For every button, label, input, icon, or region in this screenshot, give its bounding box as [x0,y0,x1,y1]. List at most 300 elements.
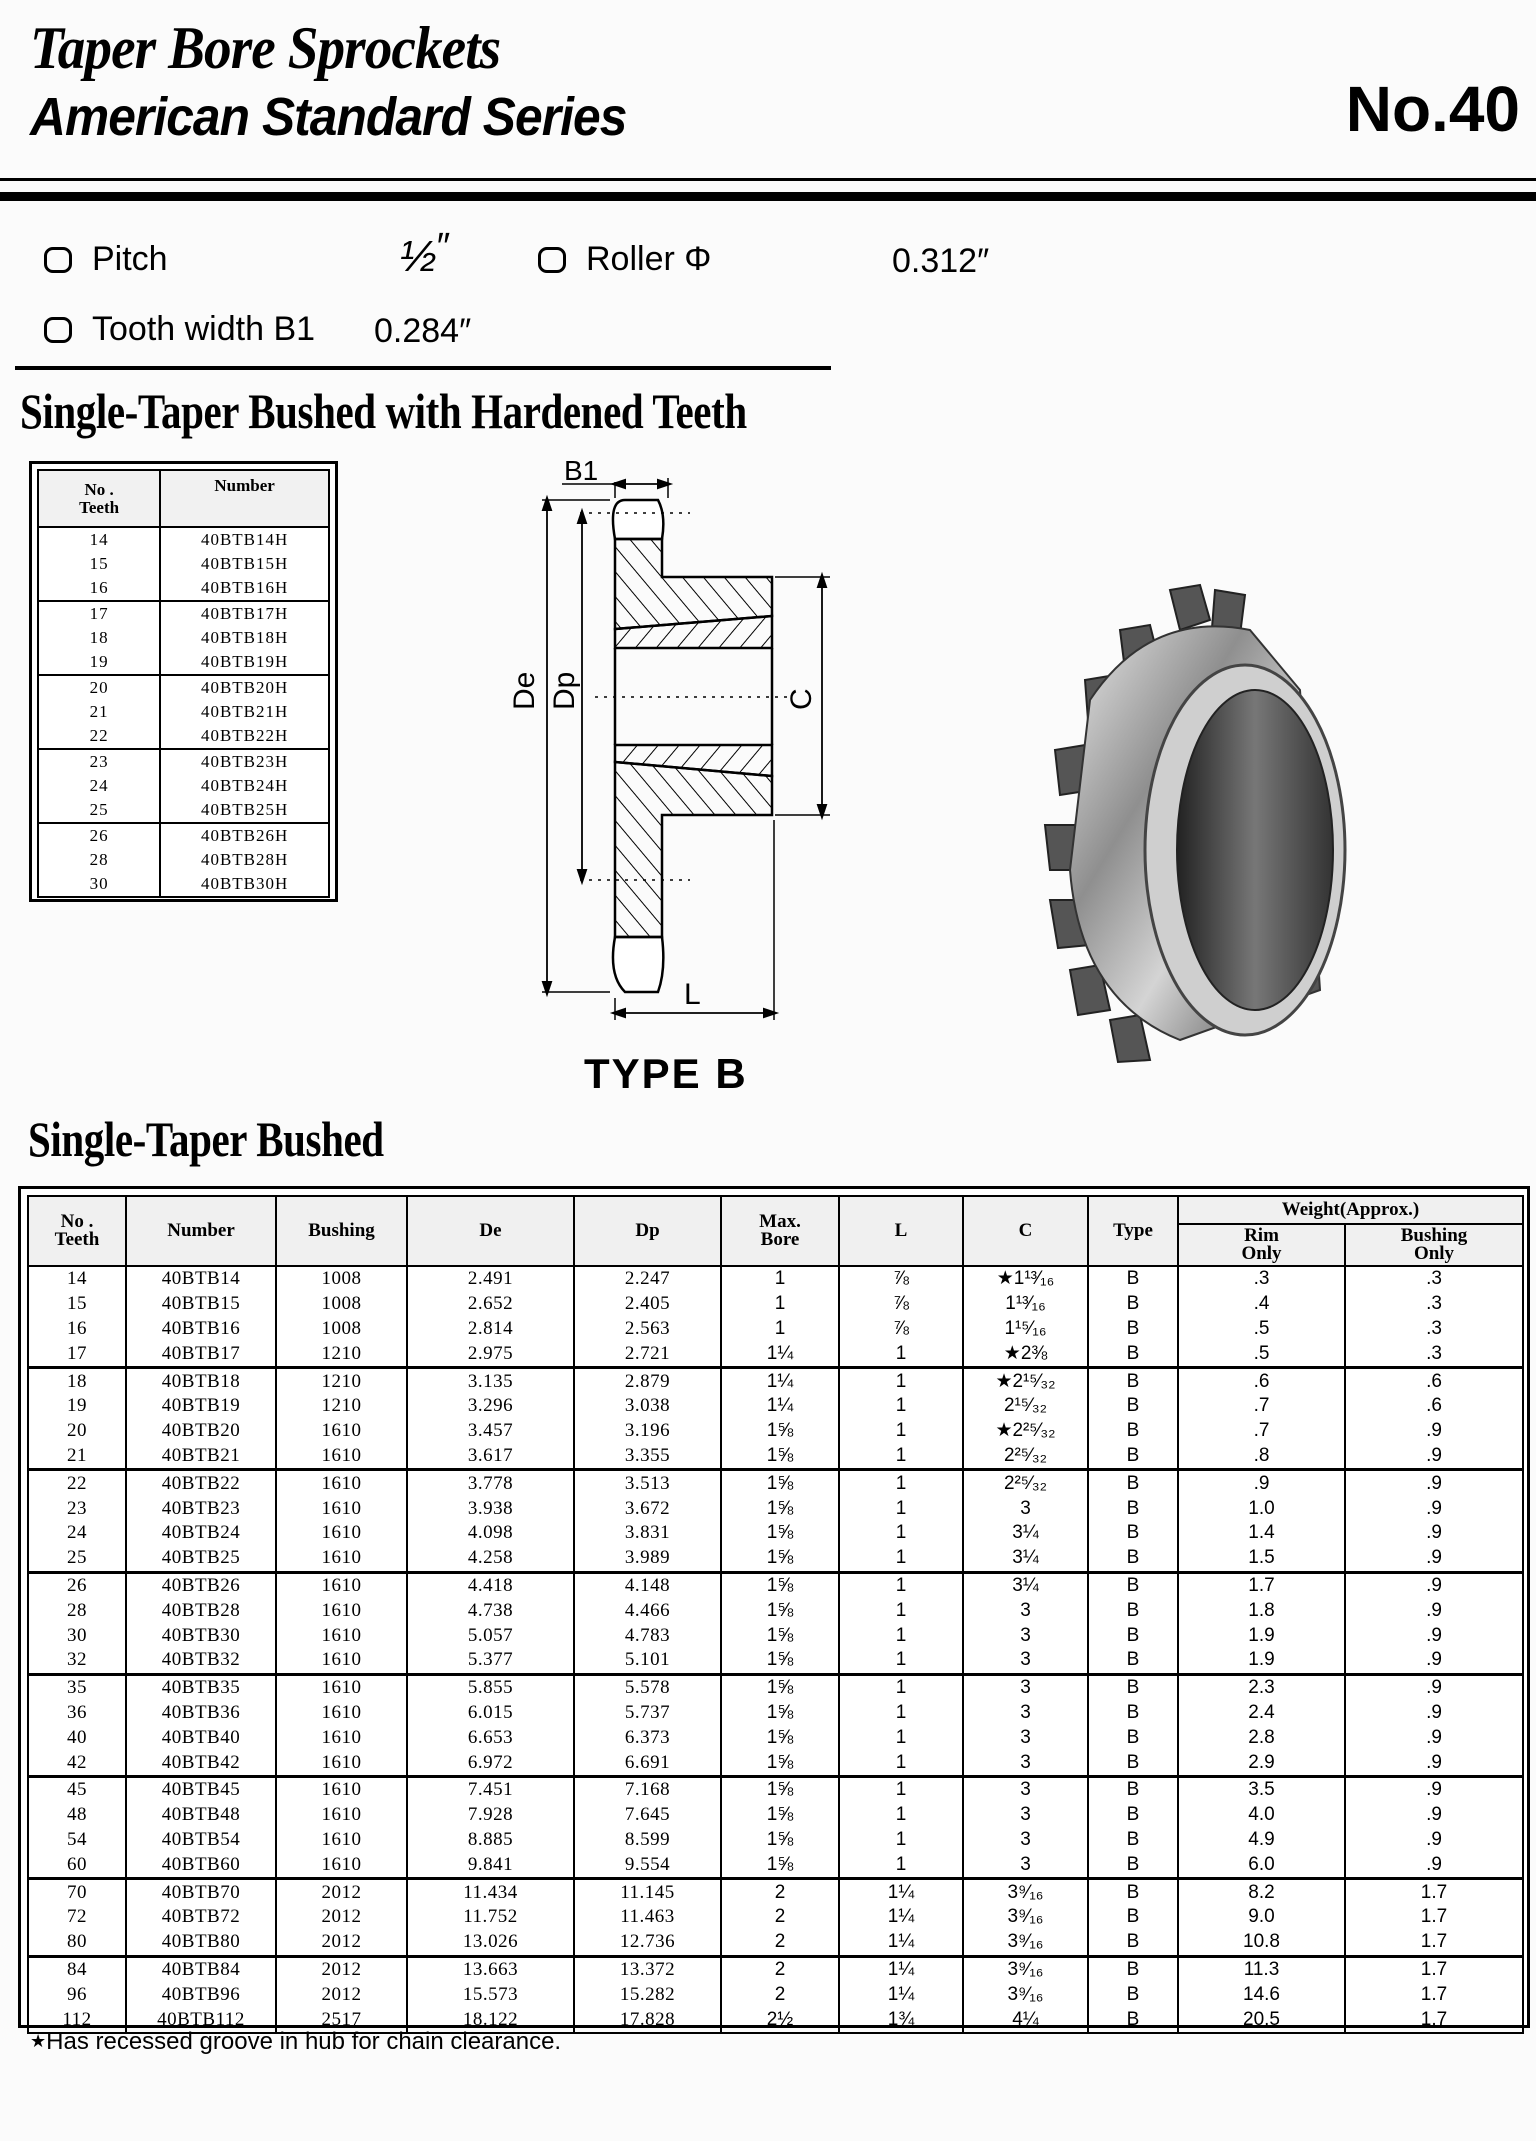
cell-de: 13.026 [407,1930,574,1956]
table-row [38,576,329,601]
cell-teeth: 32 [28,1648,126,1674]
cell-type: B [1088,1956,1178,1982]
cell-bushing: 1610 [276,1674,407,1700]
cell-max-bore: 2 [721,1879,839,1905]
spec-pitch [44,240,168,279]
cell-l: 1 [839,1394,963,1419]
cell-bushing-weight: .9 [1345,1419,1523,1444]
cell-type: B [1088,1266,1178,1292]
cell-number: 40BTB14 [126,1266,276,1292]
cell-dp: 3.038 [574,1394,721,1419]
cell-bushing-weight: .9 [1345,1521,1523,1546]
cell-max-bore: 2½ [721,2007,839,2033]
cell-rim-weight: 4.0 [1178,1803,1345,1828]
table-row [28,1803,1523,1828]
cell-rim-weight: 10.8 [1178,1930,1345,1956]
cell-number: 40BTB48 [126,1803,276,1828]
cell-teeth: 21 [28,1444,126,1470]
cell-bushing: 2012 [276,1956,407,1982]
table-row [28,1546,1523,1572]
cell-bushing: 1210 [276,1341,407,1367]
cell-bushing: 2012 [276,1982,407,2007]
cell-bushing-weight: 1.7 [1345,1879,1523,1905]
cell-dp: 3.355 [574,1444,721,1470]
cell-l: 1 [839,1444,963,1470]
cell-de: 2.491 [407,1266,574,1292]
cell-teeth: 25 [38,798,160,823]
cell-de: 13.663 [407,1956,574,1982]
cell-number: 40BTB21 [126,1444,276,1470]
cell-c: 3 [963,1496,1088,1521]
cell-de: 4.418 [407,1572,574,1598]
star-icon: ★ [996,1268,1014,1290]
cell-dp: 2.247 [574,1266,721,1292]
cell-teeth: 19 [28,1394,126,1419]
cell-rim-weight: 1.5 [1178,1546,1345,1572]
cell-number: 40BTB24 [126,1521,276,1546]
cell-l: ⅞ [839,1292,963,1317]
cell-c: 3 [963,1776,1088,1802]
cell-l: 1 [839,1623,963,1648]
table-row [28,1394,1523,1419]
star-icon: ★ [30,2031,47,2051]
col-header-rim-only: Rim Only [1178,1224,1345,1266]
cell-type: B [1088,1292,1178,1317]
header-divider-thick [0,192,1536,201]
bushed-table [27,1195,1524,2034]
cell-teeth: 19 [38,650,160,675]
cell-number: 40BTB24H [160,774,329,798]
col-header-dp: Dp [574,1196,721,1266]
cell-rim-weight: 9.0 [1178,1905,1345,1930]
cell-number: 40BTB96 [126,1982,276,2007]
hardened-table-frame [29,461,338,902]
cell-max-bore: 1 [721,1292,839,1317]
table-row [28,1674,1523,1700]
cell-bushing: 1008 [276,1266,407,1292]
cell-bushing: 1008 [276,1317,407,1342]
cell-l: 1 [839,1803,963,1828]
cell-de: 11.434 [407,1879,574,1905]
cell-type: B [1088,1444,1178,1470]
table-row [28,1623,1523,1648]
cell-c: 3 [963,1648,1088,1674]
cell-de: 8.885 [407,1828,574,1853]
cell-number: 40BTB36 [126,1701,276,1726]
cell-de: 3.135 [407,1368,574,1394]
table-row [38,823,329,848]
table-row [38,700,329,724]
cell-bushing: 1610 [276,1725,407,1750]
cell-number: 40BTB19H [160,650,329,675]
cell-de: 6.972 [407,1750,574,1776]
cell-number: 40BTB112 [126,2007,276,2033]
cell-type: B [1088,1341,1178,1367]
cell-c: 3⁹⁄₁₆ [963,1879,1088,1905]
cell-teeth: 16 [38,576,160,601]
cell-l: 1 [839,1521,963,1546]
cell-max-bore: 1⅝ [721,1598,839,1623]
cell-bushing-weight: .6 [1345,1394,1523,1419]
cell-bushing: 1610 [276,1419,407,1444]
cell-max-bore: 1⅝ [721,1546,839,1572]
table-row [38,774,329,798]
cell-de: 2.652 [407,1292,574,1317]
cell-max-bore: 1⅝ [721,1419,839,1444]
cell-bushing: 1610 [276,1648,407,1674]
cell-max-bore: 1⅝ [721,1496,839,1521]
col-header-bushing: Bushing [276,1196,407,1266]
table-row [28,1879,1523,1905]
cell-number: 40BTB25H [160,798,329,823]
cell-c: 2¹⁵⁄₃₂ [963,1394,1088,1419]
table-row [28,1828,1523,1853]
cell-number: 40BTB54 [126,1828,276,1853]
cell-rim-weight: .5 [1178,1317,1345,1342]
cell-dp: 3.513 [574,1470,721,1496]
cell-max-bore: 1⅝ [721,1648,839,1674]
cell-c: 3¼ [963,1546,1088,1572]
cell-l: 1 [839,1496,963,1521]
cell-teeth: 15 [38,552,160,576]
cell-type: B [1088,1648,1178,1674]
cell-l: 1 [839,1725,963,1750]
cell-teeth: 18 [28,1368,126,1394]
table-row [38,650,329,675]
cell-c: 3 [963,1828,1088,1853]
cell-rim-weight: 1.8 [1178,1598,1345,1623]
cell-max-bore: 1¼ [721,1341,839,1367]
cell-dp: 7.645 [574,1803,721,1828]
cell-de: 4.258 [407,1546,574,1572]
cell-rim-weight: 2.4 [1178,1701,1345,1726]
hardened-heading: Single-Taper Bushed with Hardened Teeth [20,383,747,439]
cell-dp: 5.578 [574,1674,721,1700]
cell-c: 3¼ [963,1521,1088,1546]
sprocket-cross-section-diagram [500,460,840,1020]
cell-bushing: 1210 [276,1394,407,1419]
table-row [28,1776,1523,1802]
cell-dp: 3.989 [574,1546,721,1572]
cell-number: 40BTB20 [126,1419,276,1444]
hardened-table-body [38,527,329,897]
cell-teeth: 96 [28,1982,126,2007]
star-icon: ★ [995,1420,1013,1442]
sprocket-product-image [1000,570,1360,1070]
cell-rim-weight: 1.7 [1178,1572,1345,1598]
cell-number: 40BTB60 [126,1852,276,1878]
cell-l: 1 [839,1546,963,1572]
svg-text:L: L [684,978,701,1011]
table-row [38,675,329,700]
cell-l: 1 [839,1701,963,1726]
spec-roller-label: Roller Φ [586,240,712,278]
cell-bushing: 1210 [276,1368,407,1394]
cell-number: 40BTB17 [126,1341,276,1367]
cell-type: B [1088,1470,1178,1496]
cell-dp: 11.145 [574,1879,721,1905]
cell-de: 6.653 [407,1725,574,1750]
cell-de: 3.457 [407,1419,574,1444]
cell-de: 7.928 [407,1803,574,1828]
cell-c: 3 [963,1750,1088,1776]
cell-teeth: 18 [38,626,160,650]
cell-dp: 17.828 [574,2007,721,2033]
table-row [38,724,329,749]
cell-rim-weight: 1.0 [1178,1496,1345,1521]
cell-max-bore: 2 [721,1905,839,1930]
cell-number: 40BTB23 [126,1496,276,1521]
cell-number: 40BTB25 [126,1546,276,1572]
cell-teeth: 14 [38,527,160,552]
cell-teeth: 17 [38,601,160,626]
cell-teeth: 40 [28,1725,126,1750]
cell-c: 3⁹⁄₁₆ [963,1905,1088,1930]
cell-de: 3.296 [407,1394,574,1419]
cell-type: B [1088,1496,1178,1521]
cell-de: 18.122 [407,2007,574,2033]
cell-bushing: 1610 [276,1803,407,1828]
cell-number: 40BTB30H [160,872,329,897]
cell-bushing-weight: .9 [1345,1852,1523,1878]
cell-number: 40BTB16H [160,576,329,601]
cell-type: B [1088,2007,1178,2033]
cell-number: 40BTB72 [126,1905,276,1930]
cell-teeth: 30 [28,1623,126,1648]
table-row [28,1470,1523,1496]
cell-dp: 6.691 [574,1750,721,1776]
cell-bushing: 1610 [276,1598,407,1623]
col-header-teeth: No . Teeth [38,470,160,527]
svg-text:B1: B1 [564,460,599,486]
col-header-bushing-only: Bushing Only [1345,1224,1523,1266]
diagram-caption: TYPE B [584,1050,748,1097]
cell-max-bore: 1⅝ [721,1521,839,1546]
cell-c: 3 [963,1725,1088,1750]
cell-dp: 9.554 [574,1852,721,1878]
cell-max-bore: 1⅝ [721,1444,839,1470]
table-row [28,1521,1523,1546]
cell-teeth: 28 [38,848,160,872]
cell-type: B [1088,1776,1178,1802]
cell-bushing-weight: .9 [1345,1598,1523,1623]
cell-teeth: 15 [28,1292,126,1317]
svg-text:De: De [508,671,541,710]
cell-l: ⅞ [839,1266,963,1292]
cell-l: 1 [839,1419,963,1444]
cell-dp: 12.736 [574,1930,721,1956]
cell-teeth: 26 [38,823,160,848]
cell-bushing-weight: .3 [1345,1341,1523,1367]
cell-number: 40BTB80 [126,1930,276,1956]
cell-bushing: 2012 [276,1879,407,1905]
spec-tooth-width [44,310,315,349]
page-subtitle: American Standard Series [30,87,627,147]
cell-bushing-weight: .9 [1345,1701,1523,1726]
cell-max-bore: 1⅝ [721,1623,839,1648]
cell-bushing-weight: .3 [1345,1292,1523,1317]
cell-de: 9.841 [407,1852,574,1878]
footnote-text: Has recessed groove in hub for chain clearance. [46,2028,562,2055]
cell-l: 1 [839,1750,963,1776]
cell-number: 40BTB20H [160,675,329,700]
cell-number: 40BTB23H [160,749,329,774]
cell-max-bore: 2 [721,1930,839,1956]
cell-rim-weight: .6 [1178,1368,1345,1394]
cell-type: B [1088,1982,1178,2007]
cell-max-bore: 1⅝ [721,1470,839,1496]
cell-teeth: 80 [28,1930,126,1956]
table-row [28,1598,1523,1623]
col-header-number: Number [160,470,329,527]
cell-number: 40BTB18 [126,1368,276,1394]
cell-type: B [1088,1546,1178,1572]
cell-c: 3 [963,1803,1088,1828]
cell-rim-weight: 1.9 [1178,1623,1345,1648]
cell-c: 2²⁵⁄₃₂ [963,1470,1088,1496]
table-row [28,1496,1523,1521]
cell-c: ★2²⁵⁄₃₂ [963,1419,1088,1444]
cell-teeth: 22 [38,724,160,749]
cell-c: 4¼ [963,2007,1088,2033]
cell-bushing: 1610 [276,1470,407,1496]
cell-bushing-weight: 1.7 [1345,1905,1523,1930]
cell-c: 3 [963,1852,1088,1878]
cell-number: 40BTB45 [126,1776,276,1802]
spec-tooth-width-label: Tooth width B1 [92,310,316,348]
cell-number: 40BTB70 [126,1879,276,1905]
cell-number: 40BTB26 [126,1572,276,1598]
cell-bushing-weight: .9 [1345,1750,1523,1776]
cell-number: 40BTB30 [126,1623,276,1648]
cell-bushing: 2012 [276,1930,407,1956]
spec-roller-value: 0.312″ [892,242,990,280]
table-row [28,1852,1523,1878]
header-divider-thin [0,178,1536,181]
cell-l: 1 [839,1776,963,1802]
col-header-de: De [407,1196,574,1266]
cell-max-bore: 1⅝ [721,1725,839,1750]
cell-teeth: 54 [28,1828,126,1853]
cell-dp: 8.599 [574,1828,721,1853]
bushed-heading: Single-Taper Bushed [28,1111,384,1167]
cell-teeth: 42 [28,1750,126,1776]
cell-rim-weight: 2.8 [1178,1725,1345,1750]
cell-type: B [1088,1598,1178,1623]
cell-teeth: 70 [28,1879,126,1905]
table-row [28,1444,1523,1470]
cell-number: 40BTB28 [126,1598,276,1623]
col-header-type: Type [1088,1196,1178,1266]
cell-dp: 2.879 [574,1368,721,1394]
table-row [28,1341,1523,1367]
cell-number: 40BTB21H [160,700,329,724]
cell-de: 5.377 [407,1648,574,1674]
cell-max-bore: 1¼ [721,1394,839,1419]
cell-dp: 5.737 [574,1701,721,1726]
cell-teeth: 26 [28,1572,126,1598]
cell-number: 40BTB84 [126,1956,276,1982]
cell-max-bore: 1¼ [721,1368,839,1394]
cell-bushing-weight: .9 [1345,1572,1523,1598]
cell-teeth: 30 [38,872,160,897]
cell-bushing-weight: .9 [1345,1725,1523,1750]
star-icon: ★ [995,1370,1013,1392]
cell-de: 3.617 [407,1444,574,1470]
cell-l: 1 [839,1470,963,1496]
cell-bushing-weight: .9 [1345,1828,1523,1853]
cell-rim-weight: 6.0 [1178,1852,1345,1878]
cell-rim-weight: 3.5 [1178,1776,1345,1802]
cell-teeth: 45 [28,1776,126,1802]
cell-teeth: 23 [38,749,160,774]
cell-bushing: 1610 [276,1776,407,1802]
cell-dp: 3.196 [574,1419,721,1444]
cell-l: 1¼ [839,1956,963,1982]
cell-bushing: 1610 [276,1496,407,1521]
cell-rim-weight: 20.5 [1178,2007,1345,2033]
cell-bushing-weight: .9 [1345,1803,1523,1828]
svg-text:C: C [785,688,818,710]
cell-number: 40BTB40 [126,1725,276,1750]
cell-number: 40BTB42 [126,1750,276,1776]
cell-bushing-weight: .9 [1345,1496,1523,1521]
cell-type: B [1088,1803,1178,1828]
cell-c: ★2¹⁵⁄₃₂ [963,1368,1088,1394]
page-title: Taper Bore Sprockets [30,15,501,81]
cell-teeth: 20 [28,1419,126,1444]
cell-rim-weight: 14.6 [1178,1982,1345,2007]
checkbox-icon [44,317,72,343]
cell-c: 3 [963,1623,1088,1648]
cell-teeth: 36 [28,1701,126,1726]
cell-dp: 2.405 [574,1292,721,1317]
cell-teeth: 16 [28,1317,126,1342]
cell-bushing: 1610 [276,1750,407,1776]
cell-c: ★2⅜ [963,1341,1088,1367]
cell-de: 4.098 [407,1521,574,1546]
cell-teeth: 24 [28,1521,126,1546]
bushed-table-frame [18,1186,1530,2028]
cell-bushing-weight: 1.7 [1345,2007,1523,2033]
cell-number: 40BTB16 [126,1317,276,1342]
cell-max-bore: 1⅝ [721,1776,839,1802]
cell-type: B [1088,1701,1178,1726]
table-row [28,1572,1523,1598]
table-row [28,1725,1523,1750]
table-row [38,872,329,897]
cell-teeth: 84 [28,1956,126,1982]
cell-dp: 3.672 [574,1496,721,1521]
cell-rim-weight: .7 [1178,1394,1345,1419]
cell-dp: 2.563 [574,1317,721,1342]
cell-dp: 7.168 [574,1776,721,1802]
cell-bushing-weight: .9 [1345,1546,1523,1572]
table-row [38,749,329,774]
cell-l: 1 [839,1572,963,1598]
col-header-l: L [839,1196,963,1266]
cell-bushing: 1610 [276,1701,407,1726]
table-row [28,1905,1523,1930]
cell-max-bore: 1⅝ [721,1828,839,1853]
cell-rim-weight: .3 [1178,1266,1345,1292]
cell-l: 1 [839,1674,963,1700]
cell-type: B [1088,1394,1178,1419]
cell-c: 3¼ [963,1572,1088,1598]
cell-c: 3 [963,1674,1088,1700]
cell-teeth: 48 [28,1803,126,1828]
cell-l: 1 [839,1341,963,1367]
